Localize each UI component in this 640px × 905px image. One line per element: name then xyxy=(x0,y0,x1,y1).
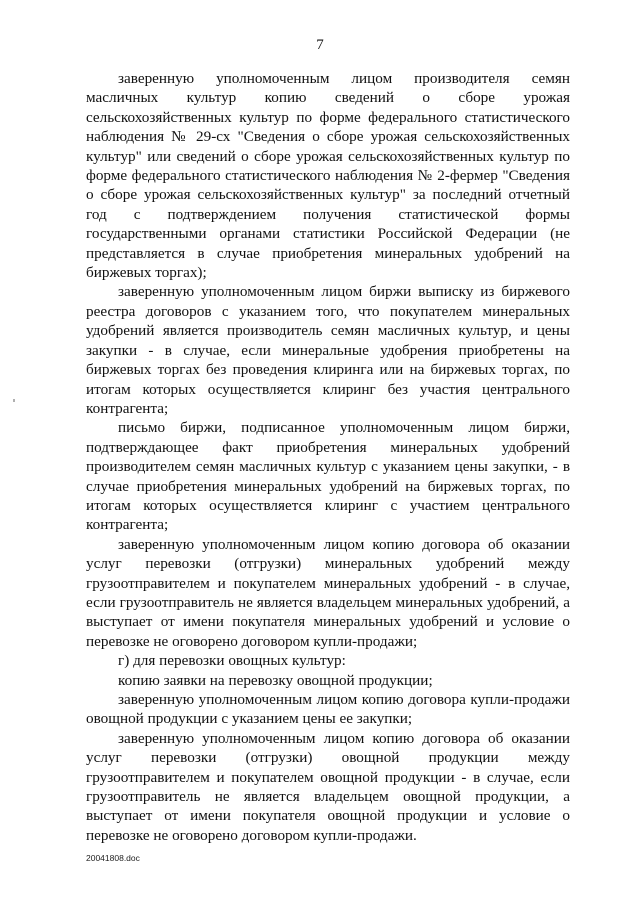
document-body xyxy=(86,69,570,845)
paragraph-oilseed-harvest-copy: заверенную уполномоченным лицом производителя семян масличных культур копию сведений о сборе урожая сельскохозяйственных культур по форме федерального статистического наблюдения № 29-сх "Сведения о сборе урожая сельскохозяйственных культур" или сведений о сборе урожая сельскохозяйственных культур по форме федерального статистического наблюдения № 2-фермер "Сведения о сборе урожая сельскохозяйственных культур" за последний отчетный год с подтверждением получения статистической формы государственными органами статистики Российской Федерации (не представляется в случае приобретения минеральных удобрений на биржевых торгах); xyxy=(86,70,570,282)
paragraph-vegetable-request-copy: копию заявки на перевозку овощной продукции; xyxy=(118,671,433,689)
document-file-code: 20041808.doc xyxy=(86,853,140,863)
margin-mark xyxy=(13,399,15,402)
paragraph-exchange-letter: письмо биржи, подписанное уполномоченным лицом биржи, подтверждающее факт приобретения минеральных удобрений производителем семян масличных культур с указанием цены закупки, - в случае приобретения минеральных удобрений на биржевых торгах, по итогам которых осуществляется клиринг с участием центрального контрагента; xyxy=(86,419,570,534)
paragraph-vegetable-shipping-contract: заверенную уполномоченным лицом копию договора об оказании услуг перевозки (отгрузки) овощной продукции между грузоотправителем и покупателем овощной продукции - в случае, если грузоотправитель не является владельцем овощной продукции, а выступает от имени покупателя овощной продукции и условие о перевозке не оговорено договором купли-продажи. xyxy=(86,729,570,844)
paragraph-vegetable-heading: г) для перевозки овощных культур: xyxy=(118,652,346,670)
paragraph-fertilizer-shipping-contract: заверенную уполномоченным лицом копию договора об оказании услуг перевозки (отгрузки) минеральных удобрений между грузоотправителем и покупателем минеральных удобрений - в случае, если грузоотправитель не является владельцем минеральных удобрений, а выступает от имени покупателя минеральных удобрений и условие о перевозке не оговорено договором купли-продажи; xyxy=(86,535,570,650)
page-number: 7 xyxy=(316,37,324,53)
paragraph-exchange-registry-extract: заверенную уполномоченным лицом биржи выписку из биржевого реестра договоров с указанием того, что покупателем минеральных удобрений является производитель семян масличных культур, и цены закупки - в случае, если минеральные удобрения приобретены на биржевых торгах без проведения клиринга или на биржевых торгах, по итогам которых осуществляется клиринг без участия центрального контрагента; xyxy=(86,283,570,417)
paragraph-vegetable-sale-contract: заверенную уполномоченным лицом копию договора купли-продажи овощной продукции с указанием цены ее закупки; xyxy=(86,691,570,728)
